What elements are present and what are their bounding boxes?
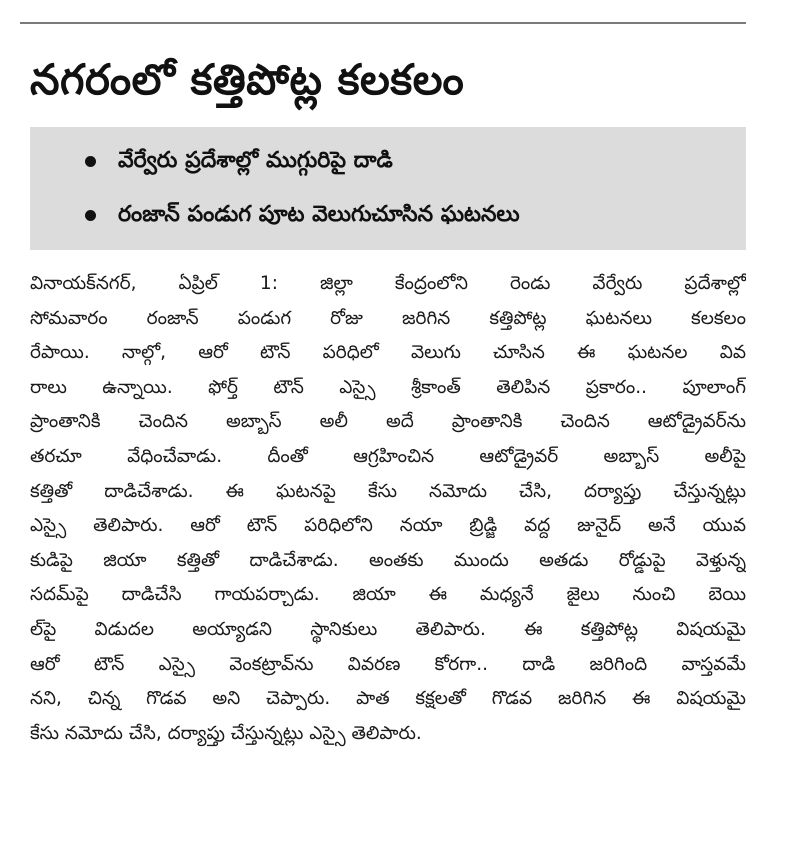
body-line: ప్రాంతానికి చెందిన అబ్బాస్ అలీ అదే ప్రాంతానికి చెందిన ఆటోడ్రైవర్‌ను	[30, 411, 746, 433]
body-line: సదమ్‌పై దాడిచేసి గాయపర్చాడు. జియా ఈ మధ్యనే జైలు నుంచి బెయి	[30, 584, 746, 606]
body-line: నని, చిన్న గొడవ అని చెప్పారు. పాత కక్షలతో గొడవ జరిగిన ఈ విషయమై	[30, 688, 746, 710]
body-line: కత్తితో దాడిచేశాడు. ఈ ఘటనపై కేసు నమోదు చేసి, దర్యాప్తు చేస్తున్నట్లు	[30, 480, 746, 502]
highlight-item	[85, 193, 520, 237]
article-body	[30, 267, 746, 751]
body-line: సోమవారం రంజాన్ పండుగ రోజు జరిగిన కత్తిపోట్ల ఘటనలు కలకలం	[30, 307, 746, 329]
body-line: తరచూ వేధించేవాడు. దీంతో ఆగ్రహించిన ఆటోడ్రైవర్ అబ్బాస్ అలీపై	[30, 445, 746, 467]
bullet-icon	[85, 210, 96, 221]
highlight-text: రంజాన్ పండుగ పూట వెలుగుచూసిన ఘటనలు	[118, 202, 520, 227]
body-line: కేసు నమోదు చేసి, దర్యాప్తు చేస్తున్నట్లు ఎస్సై తెలిపారు.	[30, 722, 422, 744]
highlight-text: వేర్వేరు ప్రదేశాల్లో ముగ్గురిపై దాడి	[118, 148, 393, 173]
body-line: ల్‌పై విడుదల అయ్యాడని స్థానికులు తెలిపారు. ఈ కత్తిపోట్ల విషయమై	[30, 618, 746, 640]
highlight-item	[85, 139, 393, 183]
bullet-icon	[85, 156, 96, 167]
body-line: రాలు ఉన్నాయి. ఫోర్త్ టౌన్ ఎస్సై శ్రీకాంత్ తెలిపిన ప్రకారం.. పూలాంగ్	[30, 376, 746, 398]
body-line: ఎస్సై తెలిపారు. ఆరో టౌన్ పరిధిలోని నయా బ్రిడ్జి వద్ద జునైద్ అనే యువ	[30, 515, 746, 537]
body-line: ఆరో టౌన్ ఎస్సై వెంకట్రావ్‌ను వివరణ కోరగా.. దాడి జరిగింది వాస్తవమే	[30, 653, 746, 675]
body-line: వినాయక్‌నగర్, ఏప్రిల్ 1: జిల్లా కేంద్రంలోని రెండు వేర్వేరు ప్రదేశాల్లో	[30, 273, 746, 294]
highlights-box	[30, 127, 746, 250]
body-line: రేపాయి. నాల్గో, ఆరో టౌన్ పరిధిలో వెలుగు చూసిన ఈ ఘటనల వివ	[30, 342, 746, 364]
top-divider	[20, 22, 746, 24]
body-line: కుడిపై జియా కత్తితో దాడిచేశాడు. అంతకు ముందు అతడు రోడ్డుపై వెళ్తున్న	[30, 549, 746, 571]
headline: నగరంలో కత్తిపోట్ల కలకలం	[30, 55, 465, 104]
